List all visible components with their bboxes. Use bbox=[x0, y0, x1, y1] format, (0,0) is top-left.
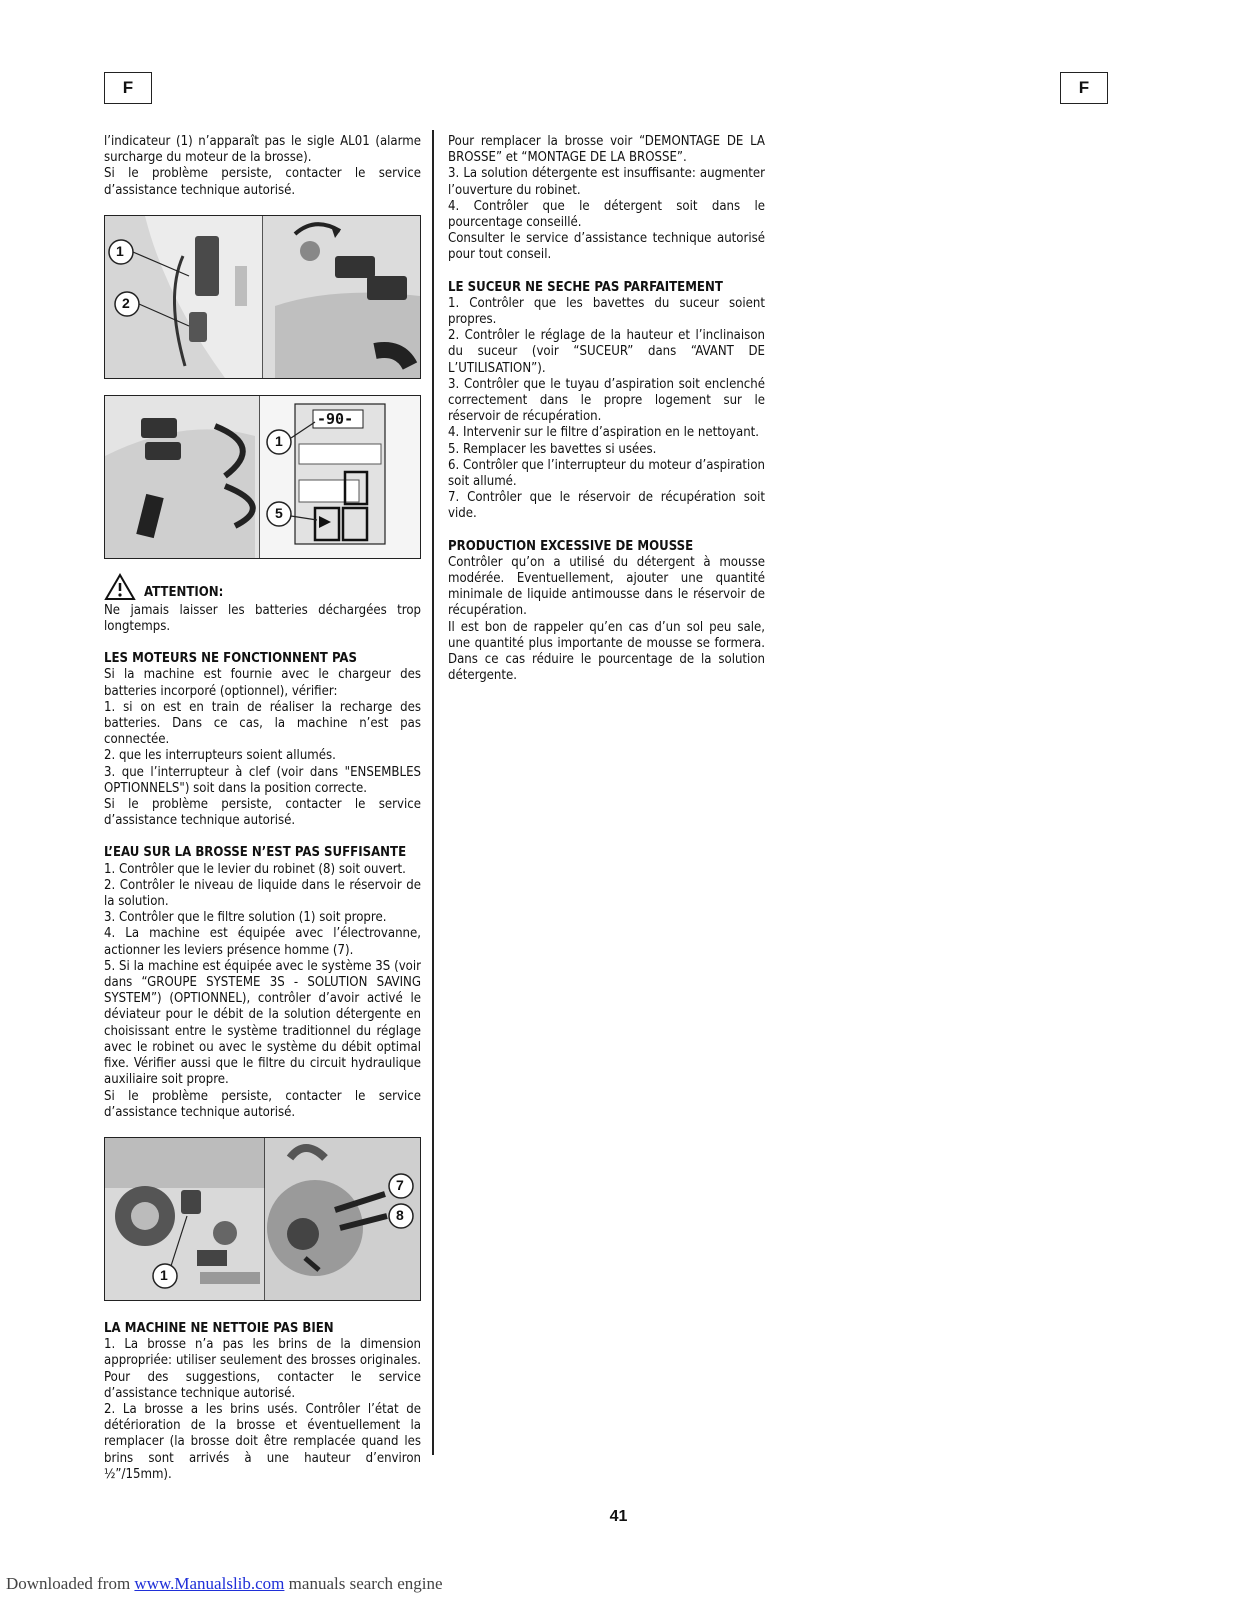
section-heading-motors: LES MOTEURS NE FONCTIONNENT PAS bbox=[104, 651, 357, 667]
page-number: 41 bbox=[609, 1508, 628, 1525]
section-motors-line: 3. que l’interrupteur à clef (voir dans "ENSEMBLES OPTIONNELS") soit dans la position correcte. bbox=[104, 764, 421, 796]
fig1-callout-2: 2 bbox=[122, 294, 130, 311]
section-squeegee-line: 7. Contrôler que le réservoir de récupération soit vide. bbox=[448, 490, 765, 522]
fig1-callout-1: 1 bbox=[116, 242, 124, 259]
section-squeegee-line: 2. Contrôler le réglage de la hauteur et l’inclinaison du suceur (voir “SUCEUR” dans “AVANT DE L’UTILISATION”). bbox=[448, 328, 765, 376]
section-squeegee-line: 4. Intervenir sur le filtre d’aspiration en le nettoyant. bbox=[448, 425, 760, 441]
figure-filter-levers bbox=[104, 1137, 421, 1301]
language-marker-left: F bbox=[104, 72, 152, 104]
section-cleaning-line: 1. La brosse n’a pas les brins de la dimension appropriée: utiliser seulement des brosses originales. Pour des suggestions, contacter le service d’assistance technique autorisé. bbox=[104, 1337, 421, 1401]
right-column bbox=[448, 134, 765, 685]
figure-brush-display-drawing bbox=[105, 396, 420, 558]
attention-text: Ne jamais laisser les batteries déchargées trop longtemps. bbox=[104, 602, 421, 635]
section-squeegee-line: 1. Contrôler que les bavettes du suceur soient propres. bbox=[448, 295, 765, 328]
section-water-line: 4. La machine est équipée avec l’électrovanne, actionner les leviers présence homme (7). bbox=[104, 926, 421, 958]
section-heading-water: L’EAU SUR LA BROSSE N’EST PAS SUFFISANTE bbox=[104, 845, 407, 861]
right-intro-line: 3. La solution détergente est insuffisante: augmenter l’ouverture du robinet. bbox=[448, 166, 765, 198]
attention-heading bbox=[104, 573, 421, 601]
section-heading-squeegee: LE SUCEUR NE SECHE PAS PARFAITEMENT bbox=[448, 279, 723, 295]
figure-filter-levers-drawing bbox=[105, 1138, 420, 1300]
intro-paragraph-1: l’indicateur (1) n’apparaît pas le sigle AL01 (alarme surcharge du moteur de la brosse). bbox=[104, 134, 421, 166]
figure-switch-and-tap-drawing bbox=[105, 216, 420, 378]
fig2-callout-5: 5 bbox=[275, 504, 283, 521]
language-marker-right: F bbox=[1060, 72, 1108, 104]
left-column bbox=[104, 134, 421, 1483]
attention-title: ATTENTION: bbox=[144, 584, 224, 600]
section-squeegee-line: 6. Contrôler que l’interrupteur du moteur d’aspiration soit allumé. bbox=[448, 457, 765, 490]
footer-link[interactable]: www.Manualslib.com bbox=[134, 1574, 285, 1593]
fig2-callout-1: 1 bbox=[275, 432, 283, 449]
section-water-line: Si le problème persiste, contacter le service d’assistance technique autorisé. bbox=[104, 1088, 421, 1120]
section-water-line: 3. Contrôler que le filtre solution (1) soit propre. bbox=[104, 910, 387, 926]
right-intro-line: Consulter le service d’assistance technique autorisé pour tout conseil. bbox=[448, 231, 765, 263]
footer-suffix: manuals search engine bbox=[284, 1574, 443, 1593]
section-motors-line: 2. que les interrupteurs soient allumés. bbox=[104, 748, 336, 764]
section-water-line: 5. Si la machine est équipée avec le système 3S (voir dans “GROUPE SYSTEME 3S - SOLUTION SAVING SYSTEM”) (OPTIONNEL), contrôler d’avoir activé le déviateur pour le débit de la solution détergente en choisissant entre le système traditionnel du réglage avec le robinet ou avec le système du débit optimal fixe. Vérifier aussi que le filtre du circuit hydraulique auxiliaire soit propre. bbox=[104, 958, 421, 1088]
fig2-display-readout: -90- bbox=[317, 409, 354, 428]
section-heading-cleaning: LA MACHINE NE NETTOIE PAS BIEN bbox=[104, 1320, 334, 1336]
figure-switch-and-tap bbox=[104, 215, 421, 379]
section-foam-line: Il est bon de rappeler qu’en cas d’un sol peu sale, une quantité plus importante de mousse se formera. Dans ce cas réduire le pourcentage de la solution détergente. bbox=[448, 619, 765, 684]
column-divider bbox=[432, 130, 434, 1455]
section-water-line: 1. Contrôler que le levier du robinet (8) soit ouvert. bbox=[104, 861, 406, 877]
section-water-line: 2. Contrôler le niveau de liquide dans le réservoir de la solution. bbox=[104, 877, 421, 910]
figure-brush-display bbox=[104, 395, 421, 559]
section-motors-line: 1. si on est en train de réaliser la recharge des batteries. Dans ce cas, la machine n’est pas connectée. bbox=[104, 699, 421, 748]
fig3-callout-8: 8 bbox=[396, 1206, 404, 1223]
fig3-callout-7: 7 bbox=[396, 1176, 404, 1193]
right-intro-line: Pour remplacer la brosse voir “DEMONTAGE DE LA BROSSE” et “MONTAGE DE LA BROSSE”. bbox=[448, 134, 765, 166]
download-footer bbox=[6, 1574, 443, 1594]
warning-triangle-icon bbox=[104, 573, 136, 601]
section-foam-line: Contrôler qu’on a utilisé du détergent à mousse modérée. Eventuellement, ajouter une quantité minimale de liquide antimousse dans le réservoir de récupération. bbox=[448, 554, 765, 619]
section-cleaning-line: 2. La brosse a les brins usés. Contrôler l’état de détérioration de la brosse et éventuellement la remplacer (la brosse doit être remplacée quand les brins sont arrivés à une hauteur d’environ ½”/15mm). bbox=[104, 1401, 421, 1482]
footer-prefix: Downloaded from bbox=[6, 1574, 135, 1593]
section-squeegee-line: 3. Contrôler que le tuyau d’aspiration soit enclenché correctement dans le propre logement sur le réservoir de récupération. bbox=[448, 376, 765, 425]
intro-paragraph-2: Si le problème persiste, contacter le service d’assistance technique autorisé. bbox=[104, 166, 421, 198]
section-motors-line: Si le problème persiste, contacter le service d’assistance technique autorisé. bbox=[104, 797, 421, 829]
section-heading-foam: PRODUCTION EXCESSIVE DE MOUSSE bbox=[448, 538, 694, 554]
section-motors-line: Si la machine est fournie avec le chargeur des batteries incorporé (optionnel), vérifier: bbox=[104, 667, 421, 699]
fig3-callout-1: 1 bbox=[160, 1266, 168, 1283]
section-squeegee-line: 5. Remplacer les bavettes si usées. bbox=[448, 441, 657, 457]
right-intro-line: 4. Contrôler que le détergent soit dans le pourcentage conseillé. bbox=[448, 198, 765, 231]
